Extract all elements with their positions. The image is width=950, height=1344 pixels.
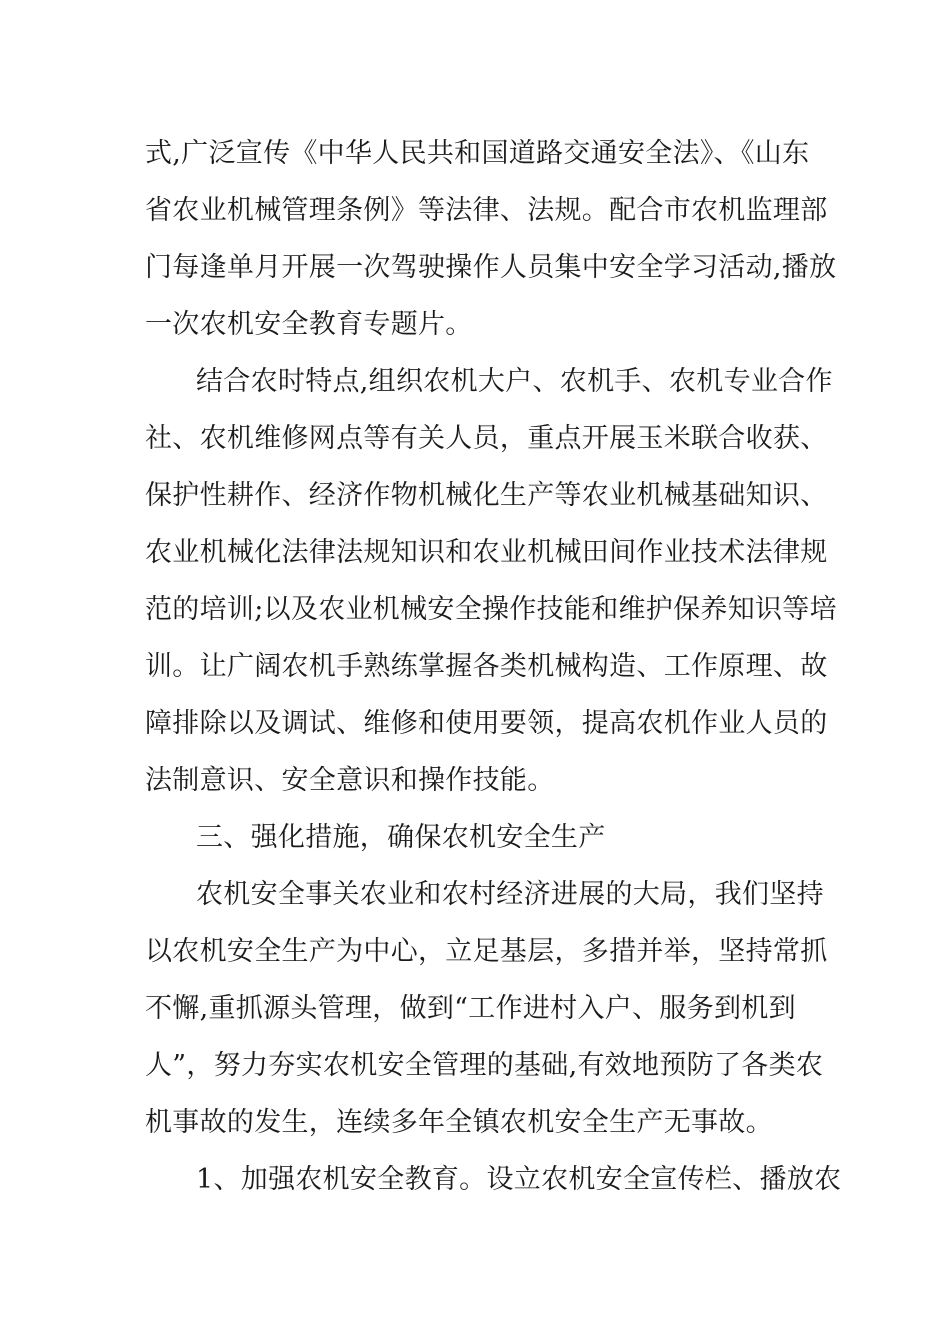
text-line: 一次农机安全教育专题片。 <box>145 309 473 340</box>
text-line: 人”，努力夯实农机安全管理的基础,有效地预防了各类农 <box>145 1050 824 1081</box>
text-line: 机事故的发生，连续多年全镇农机安全生产无事故。 <box>145 1107 773 1138</box>
text-line: 农业机械化法律法规知识和农业机械田间作业技术法律规 <box>145 537 828 568</box>
text-line: 训。让广阔农机手熟练掌握各类机械构造、工作原理、故 <box>145 651 828 682</box>
text-line: 保护性耕作、经济作物机械化生产等农业机械基础知识、 <box>145 480 828 511</box>
paragraph-first-line: 结合农时特点,组织农机大户、农机手、农机专业合作 <box>196 366 833 397</box>
text-line: 式,广泛宣传《中华人民共和国道路交通安全法》、《山东 <box>145 138 810 169</box>
text-line: 以农机安全生产为中心，立足基层，多措并举，坚持常抓 <box>145 936 828 967</box>
section-heading: 三、强化措施，确保农机安全生产 <box>196 822 606 853</box>
paragraph-first-line: 1、加强农机安全教育。设立农机安全宣传栏、播放农 <box>196 1164 842 1195</box>
paragraph-first-line: 农机安全事关农业和农村经济进展的大局，我们坚持 <box>196 879 824 910</box>
text-line: 法制意识、安全意识和操作技能。 <box>145 765 555 796</box>
text-line: 省农业机械管理条例》等法律、法规。配合市农机监理部 <box>145 195 828 226</box>
text-line: 障排除以及调试、维修和使用要领，提高农机作业人员的 <box>145 708 828 739</box>
text-line: 社、农机维修网点等有关人员，重点开展玉米联合收获、 <box>145 423 828 454</box>
text-line: 范的培训;以及农业机械安全操作技能和维护保养知识等培 <box>145 594 837 625</box>
text-line: 不懈,重抓源头管理，做到“工作进村入户、服务到机到 <box>145 993 796 1024</box>
text-line: 门每逢单月开展一次驾驶操作人员集中安全学习活动,播放 <box>145 252 837 283</box>
